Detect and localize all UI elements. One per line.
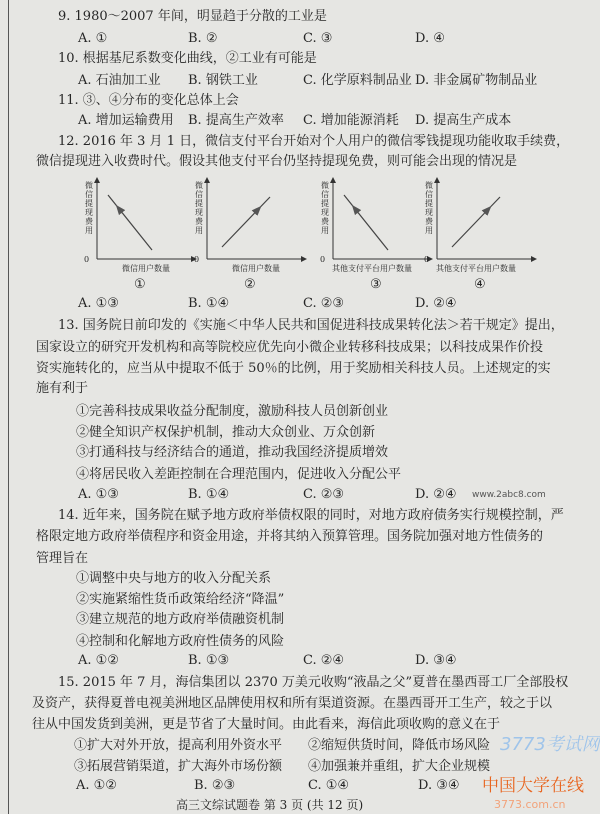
q15-line: 往从中国发货到美洲，更是节省了大量时间。由此看来，海信此项收购的意义在于 [32, 717, 501, 732]
site-logo-url: 3773.com.cn [494, 798, 566, 811]
graph-x-label: 其他支付平台用户数量 [436, 264, 516, 273]
q12-graph-4 [422, 175, 542, 273]
watermark: www.2abc8.com [472, 490, 546, 500]
q11-option-b: B. 提高生产效率 [188, 113, 284, 128]
q15-item: ④加强兼并重组，扩大企业规模 [308, 759, 491, 774]
q12-option-b: B. ①④ [188, 296, 230, 311]
q14-option-b: B. ①③ [188, 653, 230, 668]
q13-option-d: D. ②④ [415, 487, 457, 502]
graph-origin: 0 [424, 255, 430, 264]
graph-origin: 0 [84, 255, 90, 264]
q12-option-c: C. ②③ [303, 296, 345, 311]
graph-y-label: 微信提现费用 [425, 181, 433, 235]
q10-option-d: D. 非金属矿物制品业 [415, 73, 538, 88]
graph-y-label: 微信提现费用 [321, 181, 329, 235]
q15-line: 及资产，获得夏普电视美洲地区品牌使用权和所有渠道资源。在墨西哥开工生产，较之于以 [32, 696, 553, 711]
q14-item: ③建立规范的地方政府举债融资机制 [76, 612, 285, 627]
q15-item: ②缩短供货时间，降低市场风险 [308, 738, 491, 753]
q11-stem: 11. ③、④分布的变化总体上会 [58, 93, 239, 108]
site-logo-subtitle: 中国大学在线 [482, 776, 584, 796]
q13-item: ①完善科技成果收益分配制度，激励科技人员创新创业 [76, 404, 389, 419]
q13-option-c: C. ②③ [303, 487, 345, 502]
q15-option-c: C. ①④ [308, 778, 350, 793]
graph-y-label: 微信提现费用 [195, 181, 203, 235]
page-footer: 高三文综试题卷 第 3 页 (共 12 页) [176, 798, 364, 812]
q12-graph-1 [82, 175, 202, 273]
q12-graph-number: ① [134, 277, 146, 292]
q13-line: 13. 国务院日前印发的《实施＜中华人民共和国促进科技成果转化法＞若干规定》提出， [58, 318, 564, 333]
q9-stem: 9. 1980～2007 年间，明显趋于分散的工业是 [58, 9, 327, 24]
q12-graph-3 [318, 175, 438, 273]
q12-line: 12. 2016 年 3 月 1 日，微信支付平台开始对个人用户的微信零钱提现功能收取手续费， [58, 134, 570, 149]
q9-option-b: B. ② [188, 31, 218, 46]
q9-option-a: A. ① [78, 31, 108, 46]
q10-stem: 10. 根据基尼系数变化曲线，②工业有可能是 [58, 51, 317, 66]
q14-item: ②实施紧缩性货币政策给经济“降温” [76, 592, 285, 607]
q15-item: ③拓展营销渠道，扩大海外市场份额 [74, 759, 283, 774]
q15-option-a: A. ①② [76, 778, 117, 793]
q11-option-c: C. 增加能源消耗 [303, 113, 399, 128]
q14-option-c: C. ②④ [303, 653, 345, 668]
q12-option-d: D. ②④ [415, 296, 457, 311]
graph-origin: 0 [320, 255, 326, 264]
graph-x-label: 微信用户数量 [232, 264, 280, 273]
q13-line: 施有利于 [36, 381, 89, 396]
q14-option-d: D. ③④ [415, 653, 457, 668]
q13-line: 国家设立的研究开发机构和高等院校应优先向小微企业转移科技成果；以科技成果作价投 [36, 340, 544, 355]
graph-axes [318, 175, 438, 270]
q14-item: ①调整中央与地方的收入分配关系 [76, 571, 272, 586]
q14-item: ④控制和化解地方政府性债务的风险 [76, 634, 285, 649]
q13-item: ②健全知识产权保护机制，推动大众创业、万众创新 [76, 425, 376, 440]
trend-arrow [119, 209, 152, 250]
q11-option-d: D. 提高生产成本 [415, 113, 512, 128]
q13-item: ④将居民收入差距控制在合理范围内，促进收入分配公平 [76, 467, 402, 482]
site-logo: 3773考试网 [500, 734, 600, 755]
q14-line: 管理旨在 [36, 551, 89, 566]
graph-origin: 0 [194, 255, 200, 264]
q13-line: 资实施转化的，应当从中提取不低于 50％的比例，用于奖励相关科技人员。上述规定的实 [36, 361, 551, 376]
graph-axes [192, 175, 312, 270]
q14-option-a: A. ①② [78, 653, 119, 668]
trend-arrow [452, 210, 488, 248]
q12-graph-number: ② [244, 277, 256, 292]
q13-item: ③打通科技与经济结合的通道，推动我国经济提质增效 [76, 445, 389, 460]
q15-option-d: D. ③④ [418, 778, 460, 793]
q15-item: ①扩大对外开放，提高利用外资水平 [74, 738, 283, 753]
q14-line: 格限定地方政府举债程序和资金用途，并将其纳入预算管理。国务院加强对地方性债务的 [36, 529, 544, 544]
q12-option-a: A. ①③ [78, 296, 119, 311]
q10-option-b: B. 钢铁工业 [188, 73, 258, 88]
q9-option-d: D. ④ [415, 31, 445, 46]
q11-option-a: A. 增加运输费用 [78, 113, 174, 128]
q13-option-b: B. ①④ [188, 487, 230, 502]
graph-x-label: 其他支付平台用户数量 [332, 264, 412, 273]
q12-graph-number: ③ [370, 277, 382, 292]
trend-arrow [355, 209, 388, 250]
graph-axes [422, 175, 542, 270]
q14-line: 14. 近年来，国务院在赋予地方政府举债权限的同时，对地方政府债务实行规模控制，严 [58, 508, 564, 523]
trend-arrow [222, 210, 258, 248]
q12-graph-2 [192, 175, 312, 273]
q9-option-c: C. ③ [303, 31, 333, 46]
graph-y-label: 微信提现费用 [85, 181, 93, 235]
q10-option-c: C. 化学原料制品业 [303, 73, 412, 88]
q15-option-b: B. ②③ [194, 778, 236, 793]
q13-option-a: A. ①③ [78, 487, 119, 502]
q15-line: 15. 2015 年 7 月，海信集团以 2370 万美元收购“液晶之父”夏普在墨西哥工厂全部股权 [58, 675, 569, 690]
graph-x-label: 微信用户数量 [122, 264, 170, 273]
left-margin-line [8, 0, 9, 814]
q10-option-a: A. 石油加工业 [78, 73, 161, 88]
graph-axes [82, 175, 202, 270]
q12-line: 微信提现进入收费时代。假设其他支付平台仍坚持提现免费，则可能会出现的情况是 [36, 154, 518, 169]
q12-graph-number: ④ [474, 277, 486, 292]
